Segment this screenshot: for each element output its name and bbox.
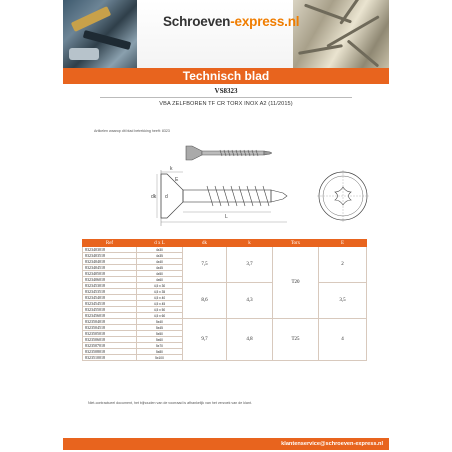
label-d: d [165, 194, 168, 200]
contact-email-link[interactable]: klantenservice@schroeven-express.nl [281, 441, 383, 447]
ref-cell: 8323504518 [83, 325, 137, 331]
ref-cell: 8323507018 [83, 343, 137, 349]
footer-bar [63, 438, 389, 450]
ref-cell: 8323403518 [83, 253, 137, 259]
ref-cell: 8323453518 [83, 289, 137, 295]
size-cell: 5x45 [137, 325, 183, 331]
table-header-row [83, 240, 367, 247]
articles-note: Artikelen waarop dit blad betrekking heeft: 8323 [94, 129, 170, 133]
dk-cell: 8,6 [183, 283, 227, 319]
e-cell: 2 [319, 247, 367, 283]
size-cell: 4x40 [137, 259, 183, 265]
size-cell: 4x30 [137, 247, 183, 253]
size-cell: 5x40 [137, 319, 183, 325]
label-e: E [175, 177, 179, 183]
technical-drawing-icon [137, 166, 377, 228]
col-header-dxl: d x L [137, 240, 183, 247]
torx-cell: T25 [273, 319, 319, 361]
size-cell: 4x45 [137, 265, 183, 271]
col-header-e: E [319, 240, 367, 247]
size-cell: 4,5 x 60 [137, 313, 183, 319]
ref-cell: 8323404018 [83, 259, 137, 265]
size-cell: 4x60 [137, 277, 183, 283]
size-cell: 5x100 [137, 355, 183, 361]
size-cell: 5x60 [137, 337, 183, 343]
site-logo[interactable] [163, 14, 299, 29]
divider [100, 97, 352, 98]
ref-cell: 8323456018 [83, 313, 137, 319]
size-cell: 4x35 [137, 253, 183, 259]
specification-table [82, 239, 367, 361]
ref-cell: 8323454018 [83, 295, 137, 301]
ref-cell: 8323403018 [83, 247, 137, 253]
dk-cell: 7,5 [183, 247, 227, 283]
size-cell: 5x80 [137, 349, 183, 355]
logo-text-accent: -express.nl [230, 14, 300, 29]
section-banner: Technisch blad [63, 68, 389, 84]
size-cell: 4,5 x 40 [137, 295, 183, 301]
k-cell: 3,7 [227, 247, 273, 283]
screws-photo [293, 0, 389, 68]
ref-cell: 8323508018 [83, 349, 137, 355]
size-cell: 4,5 x 30 [137, 283, 183, 289]
ref-cell: 8323506018 [83, 337, 137, 343]
size-cell: 4,5 x 45 [137, 301, 183, 307]
k-cell: 4,8 [227, 319, 273, 361]
dk-cell: 9,7 [183, 319, 227, 361]
ref-cell: 8323510018 [83, 355, 137, 361]
ref-cell: 8323404518 [83, 265, 137, 271]
disclaimer-note: Niet-contractueel document, het bijhouden van de voorraad is afhankelijk van het verzoek van de klant. [88, 401, 252, 405]
k-cell: 4,3 [227, 283, 273, 319]
ref-cell: 8323455018 [83, 307, 137, 313]
ref-cell: 8323453018 [83, 283, 137, 289]
label-l: L [225, 214, 228, 220]
torx-cell: T20 [273, 247, 319, 319]
size-cell: 4,5 x 50 [137, 307, 183, 313]
product-title: VBA ZELFBOREN TF CR TORX INOX A2 (11/2015) [159, 101, 293, 107]
e-cell: 3,5 [319, 283, 367, 319]
header-banner-image [63, 0, 389, 68]
ref-cell: 8323505018 [83, 331, 137, 337]
ref-cell: 8323406018 [83, 277, 137, 283]
col-header-k: k [227, 240, 273, 247]
size-cell: 5x70 [137, 343, 183, 349]
size-cell: 5x50 [137, 331, 183, 337]
col-header-ref: Ref [83, 240, 137, 247]
ref-cell: 8323405018 [83, 271, 137, 277]
size-cell: 4,5 x 35 [137, 289, 183, 295]
col-header-dk: dk [183, 240, 227, 247]
ref-cell: 8323504018 [83, 319, 137, 325]
screw-profile-icon [180, 142, 280, 164]
tools-photo [63, 0, 137, 68]
logo-area [137, 0, 300, 68]
col-header-torx: Torx [273, 240, 319, 247]
size-cell: 4x50 [137, 271, 183, 277]
label-dk: dk [151, 194, 157, 200]
ref-cell: 8323454518 [83, 301, 137, 307]
e-cell: 4 [319, 319, 367, 361]
logo-text-main: Schroeven [163, 14, 231, 29]
product-code: VS8323 [214, 87, 238, 95]
label-k: k [170, 166, 173, 172]
